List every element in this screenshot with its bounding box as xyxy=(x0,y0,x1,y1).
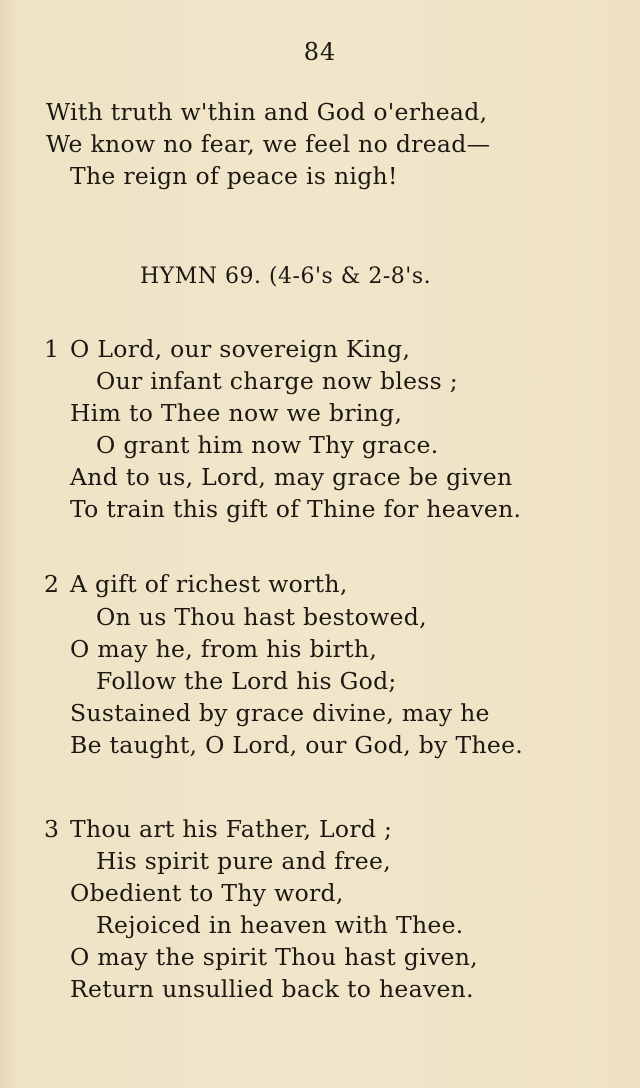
hymn-title: HYMN 69. (4-6's & 2-8's. xyxy=(140,264,432,289)
verse-line: O may the spirit Thou hast given, xyxy=(70,943,478,971)
verse-line: On us Thou hast bestowed, xyxy=(96,603,427,631)
verse-line: A gift of richest worth, xyxy=(70,570,348,598)
verse-number: 1 xyxy=(44,335,59,363)
page-number: 84 xyxy=(303,38,337,66)
verse-number: 3 xyxy=(44,815,59,843)
verse-number: 2 xyxy=(44,570,59,598)
verse-line: To train this gift of Thine for heaven. xyxy=(70,495,522,523)
verse-line: Him to Thee now we bring, xyxy=(70,399,403,427)
verse-line: His spirit pure and free, xyxy=(96,847,391,875)
verse-line: O grant him now Thy grace. xyxy=(96,431,439,459)
verse-line: Return unsullied back to heaven. xyxy=(70,975,474,1003)
verse-line: Follow the Lord his God; xyxy=(96,667,397,695)
top-line: We know no fear, we feel no dread— xyxy=(46,130,491,158)
verse-line: Our infant charge now bless ; xyxy=(96,367,459,395)
verse-line: Sustained by grace divine, may he xyxy=(70,699,490,727)
verse-line: Rejoiced in heaven with Thee. xyxy=(96,911,464,939)
verse-line: O Lord, our sovereign King, xyxy=(70,335,411,363)
verse-line: Thou art his Father, Lord ; xyxy=(70,815,393,843)
verse-line: And to us, Lord, may grace be given xyxy=(70,463,513,491)
verse-line: Be taught, O Lord, our God, by Thee. xyxy=(70,731,524,759)
verse-line: O may he, from his birth, xyxy=(70,635,378,663)
verse-line: Obedient to Thy word, xyxy=(70,879,344,907)
top-line: With truth w'thin and God o'erhead, xyxy=(46,98,488,126)
top-line: The reign of peace is nigh! xyxy=(70,162,398,190)
